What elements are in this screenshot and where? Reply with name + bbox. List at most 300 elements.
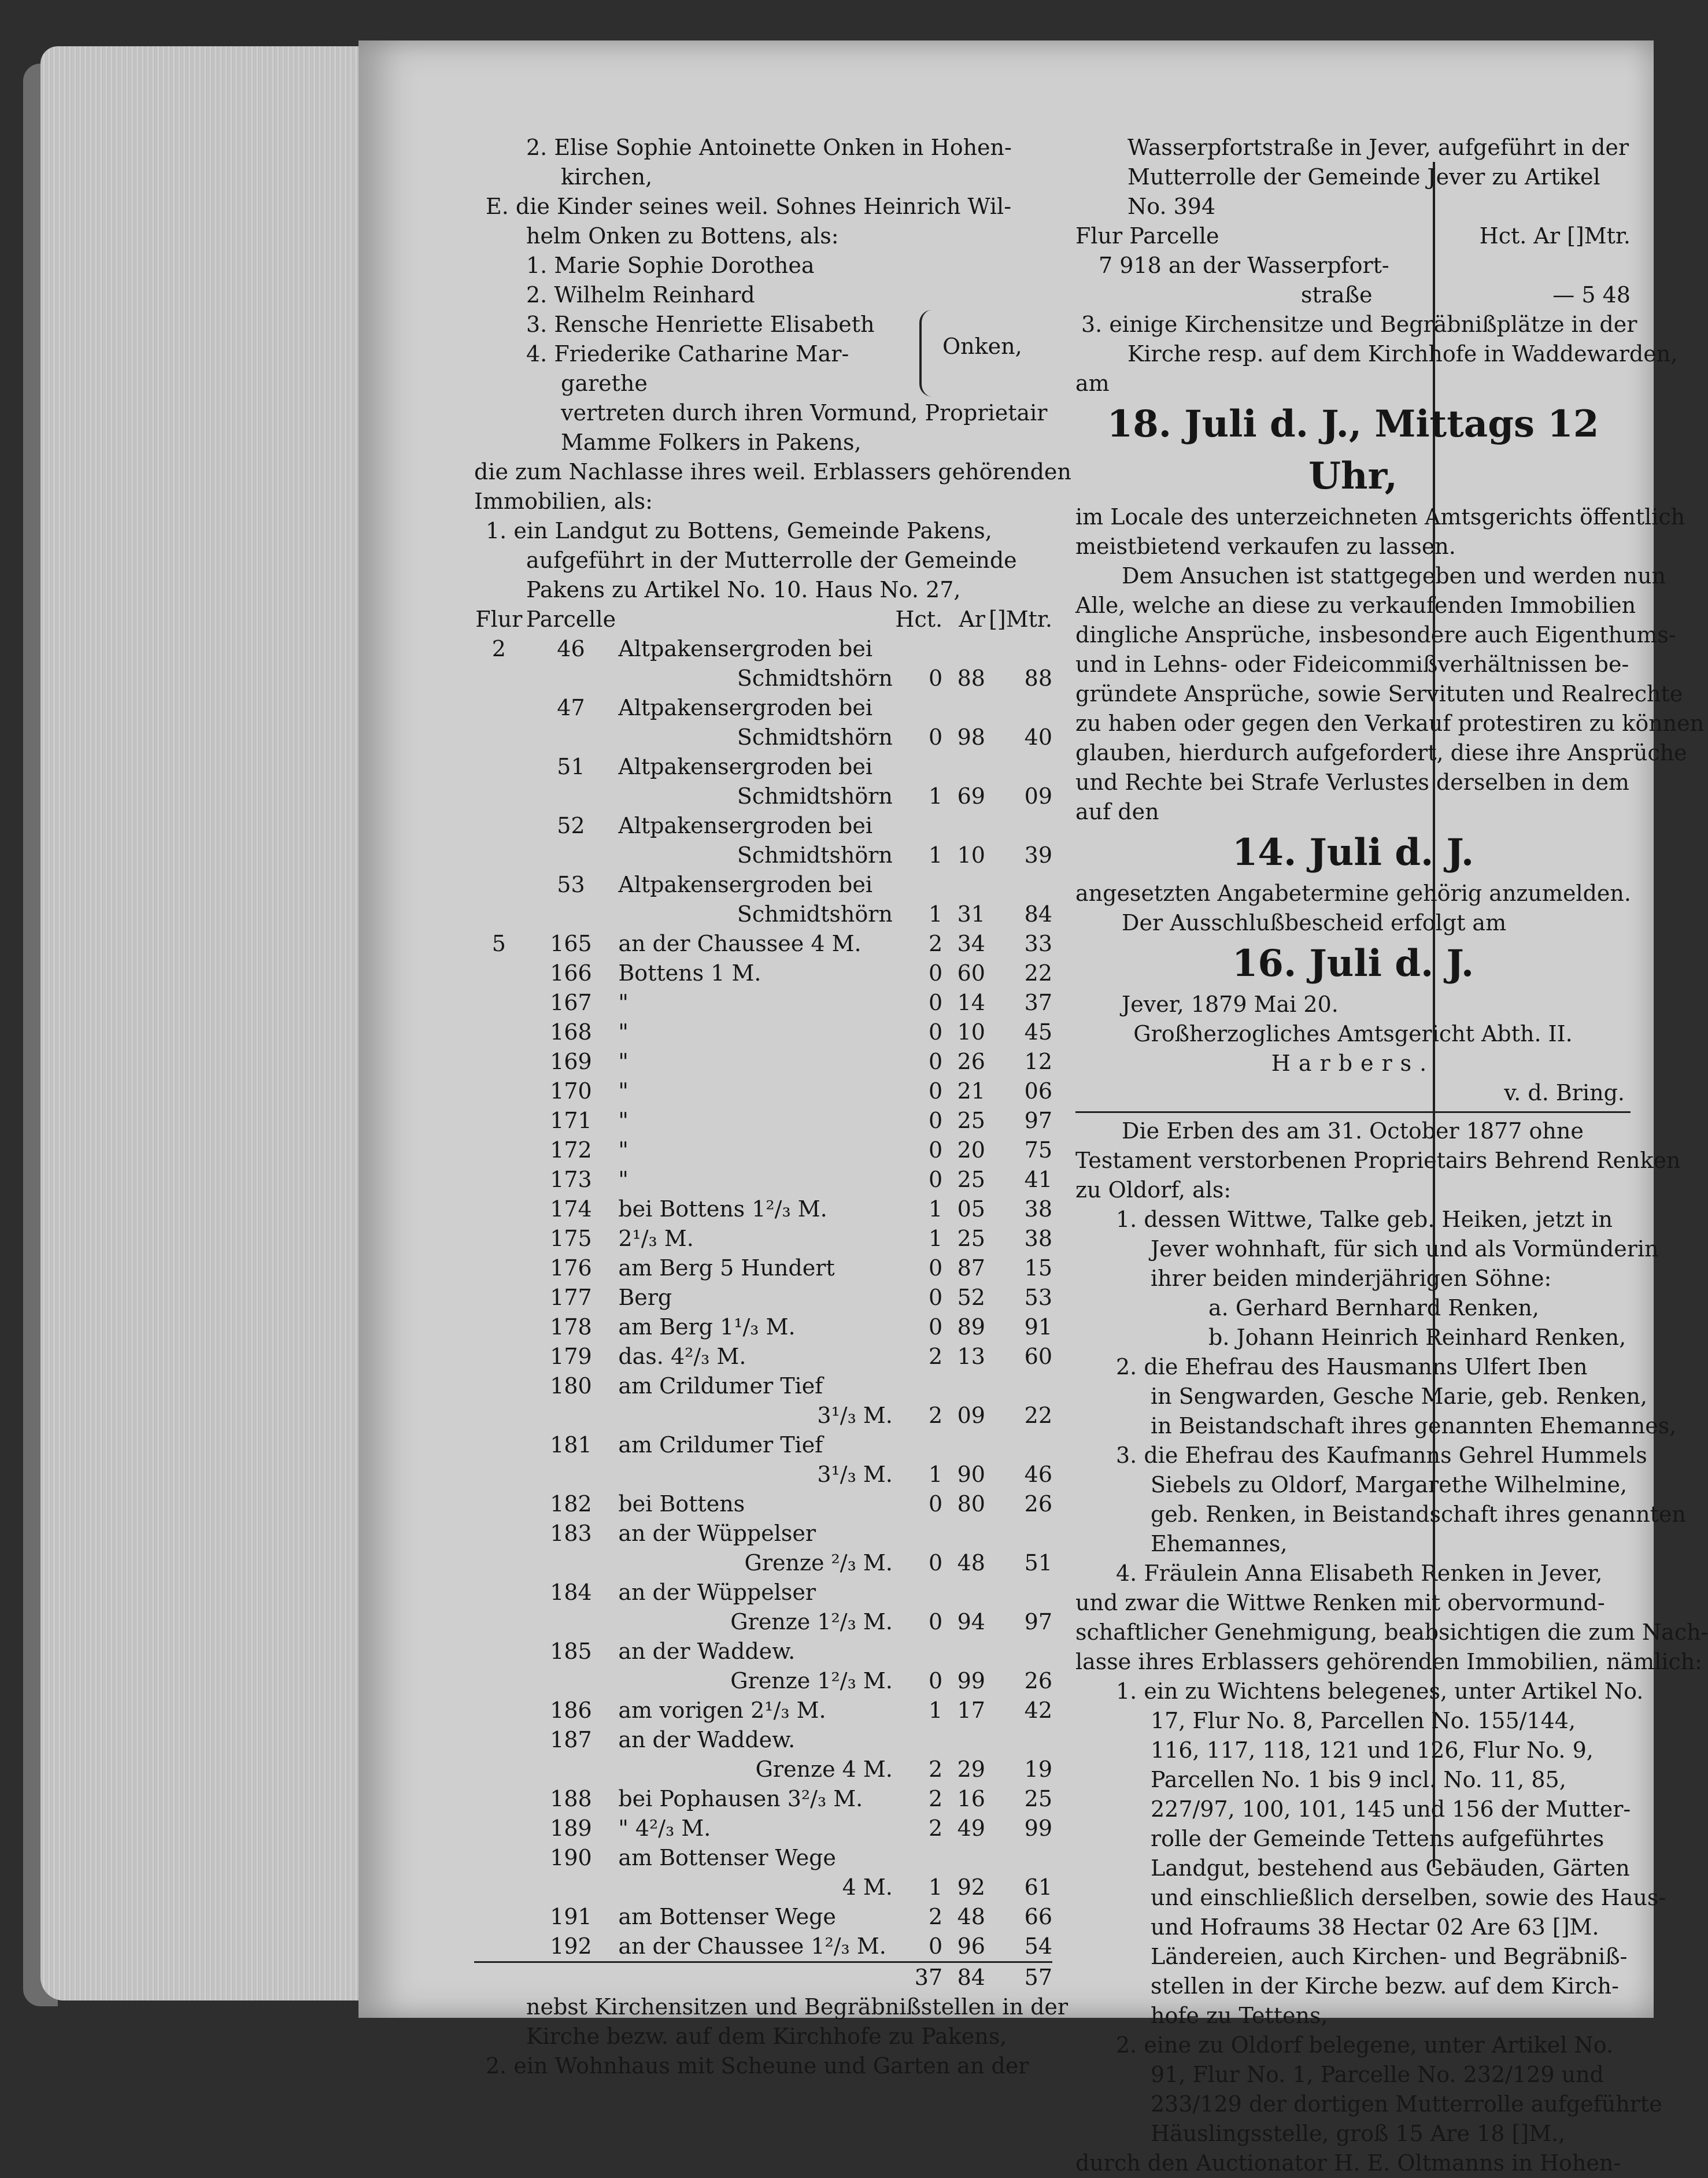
cell-flur: [474, 1902, 524, 1932]
claim-date: 14. Juli d. J.: [1232, 831, 1474, 874]
text-line: Ehemannes,: [1151, 1531, 1288, 1556]
cell-ar: 16: [957, 1786, 985, 1811]
cell-parcelle: [524, 1666, 619, 1696]
table-row: [474, 841, 1052, 870]
cell-parcelle: 189: [550, 1815, 592, 1841]
table-row: [474, 1489, 1052, 1519]
cell-qm: 61: [1024, 1874, 1052, 1900]
cell-parcelle: 192: [550, 1933, 592, 1959]
text-line: nebst Kirchensitzen und Begräbnißstellen in der: [526, 1994, 1069, 2020]
cell-flur: [474, 1696, 524, 1725]
cell-hct: 0: [928, 1078, 943, 1104]
cell-desc: 4 M.: [842, 1874, 893, 1900]
cell-ar: [942, 1371, 985, 1401]
cell-flur: [474, 1283, 524, 1312]
table-row: [474, 1283, 1052, 1312]
table-row: [474, 1932, 1052, 1962]
text-line: 1. ein zu Wichtens belegenes, unter Artikel No.: [1116, 1678, 1644, 1704]
cell-parcelle: 175: [550, 1226, 592, 1251]
cell-ar: 98: [957, 724, 985, 750]
cell-ar: 05: [957, 1196, 985, 1222]
text-line: garethe: [561, 371, 648, 396]
cell-hct: 0: [928, 1609, 943, 1635]
text-line: E. die Kinder seines weil. Sohnes Heinrich Wil-: [486, 194, 1012, 219]
text-line: zu haben oder gegen den Verkauf protestiren zu können: [1075, 711, 1705, 736]
cell-parcelle: 182: [550, 1491, 592, 1517]
cell-hct: 2: [928, 1904, 943, 1929]
cell-desc: Schmidtshörn: [737, 901, 893, 927]
cell-qm: 12: [1024, 1049, 1052, 1074]
cell-flur: [474, 723, 524, 752]
cell-ar: 20: [957, 1137, 985, 1163]
cell-qm: [985, 1578, 1052, 1607]
cell-ar: [942, 1519, 985, 1548]
cell-parcelle: 46: [557, 636, 585, 661]
text-line: vertreten durch ihren Vormund, Proprietair: [561, 400, 1048, 426]
table-row: [474, 664, 1052, 693]
cell-ar: 21: [957, 1078, 985, 1104]
cell-desc: Grenze 1²/₃ M.: [730, 1668, 893, 1693]
text-line: und einschließlich derselben, sowie des Haus-: [1151, 1885, 1666, 1910]
cell-desc: ": [618, 1167, 629, 1192]
cell-desc: 3¹/₃ M.: [817, 1403, 893, 1428]
text-line: Ländereien, auch Kirchen- und Begräbniß-: [1151, 1944, 1628, 1969]
cell-hct: 2: [928, 931, 943, 956]
cell-parcelle: 174: [550, 1196, 592, 1222]
table-row: [474, 693, 1052, 723]
text-line: 91, Flur No. 1, Parcelle No. 232/129 und: [1151, 2062, 1604, 2087]
cell-hct: 0: [928, 1108, 943, 1133]
cell-desc: Altpakensergroden bei: [618, 695, 873, 720]
text-line: Mamme Folkers in Pakens,: [561, 430, 862, 455]
cell-parcelle: 190: [550, 1845, 592, 1870]
cell-flur: [474, 664, 524, 693]
cell-parcelle: [524, 664, 619, 693]
text-line: No. 394: [1127, 194, 1216, 219]
text-line: Dem Ansuchen ist stattgegeben und werden nun: [1122, 563, 1666, 589]
table-row: [474, 1814, 1052, 1843]
cell-desc: ": [618, 1019, 629, 1045]
table-row: [474, 1843, 1052, 1873]
cell-qm: 42: [1024, 1698, 1052, 1723]
text-line: im Locale des unterzeichneten Amtsgerichts öffentlich: [1075, 504, 1685, 530]
cell-flur: [474, 1018, 524, 1047]
cell-hct: 0: [928, 1933, 943, 1959]
cell-desc: an der Waddew.: [618, 1727, 796, 1752]
cell-parcelle: 172: [550, 1137, 592, 1163]
cell-hct: [893, 634, 942, 664]
text-line: 3. Rensche Henriette Elisabeth: [526, 312, 875, 337]
cell-qm: 91: [1024, 1314, 1052, 1340]
table-row: [474, 1165, 1052, 1195]
place-date: Jever, 1879 Mai 20.: [1122, 992, 1339, 1017]
cell-desc: Grenze 4 M.: [755, 1757, 893, 1782]
cell-desc: am Bottenser Wege: [618, 1845, 836, 1870]
cell-desc: Schmidtshörn: [737, 724, 893, 750]
cell-parcelle: 52: [557, 813, 585, 838]
table-row: [474, 1784, 1052, 1814]
text-line: 4. Friederike Catharine Mar-: [526, 341, 849, 367]
cell-flur: [474, 870, 524, 900]
cell-qm: [985, 1519, 1052, 1548]
cell-qm: 46: [1024, 1462, 1052, 1487]
cell-flur: [474, 1106, 524, 1136]
cell-qm: 22: [1024, 1403, 1052, 1428]
text-line: Wasserpfortstraße in Jever, aufgeführt in der: [1127, 135, 1629, 160]
cell-hct: 0: [928, 1019, 943, 1045]
cell-parcelle: 165: [550, 931, 592, 956]
cell-ar: 88: [957, 665, 985, 691]
cell-ar: [942, 1843, 985, 1873]
cell-parcelle: [524, 1548, 619, 1578]
cell-parcelle: 179: [550, 1344, 592, 1369]
header-desc: [618, 605, 893, 634]
auction-date: 18. Juli d. J., Mittags 12 Uhr,: [1107, 402, 1599, 498]
cell-ar: 87: [957, 1255, 985, 1281]
text-line: Häuslingsstelle, groß 15 Are 18 []M.,: [1151, 2121, 1566, 2146]
cell-qm: 54: [1024, 1933, 1052, 1959]
book-page: [358, 40, 1708, 2176]
cell-parcelle: 53: [557, 872, 585, 897]
cell-desc: am Berg 5 Hundert: [618, 1255, 835, 1281]
cell-desc: 2¹/₃ M.: [618, 1226, 694, 1251]
cell-qm: 45: [1024, 1019, 1052, 1045]
cell-qm: [985, 811, 1052, 841]
text-line: geb. Renken, in Beistandschaft ihres genannten: [1151, 1502, 1686, 1527]
text-line: Siebels zu Oldorf, Margarethe Wilhelmine,: [1151, 1472, 1628, 1497]
cell-ar: [942, 1430, 985, 1460]
separator-rule: [1075, 1111, 1631, 1113]
cell-ar: 94: [957, 1609, 985, 1635]
cell-desc: am Crildumer Tief: [618, 1373, 823, 1399]
cell-flur: [474, 1814, 524, 1843]
cell-ar: 29: [957, 1757, 985, 1782]
text-line: Testament verstorbenen Proprietairs Behrend Renken: [1075, 1148, 1681, 1173]
cell-flur: [474, 900, 524, 929]
court-name: Großherzogliches Amtsgericht Abth. II.: [1133, 1021, 1573, 1047]
cell-hct: [893, 1371, 942, 1401]
cell-ar: 10: [957, 842, 985, 868]
text-line: b. Johann Heinrich Reinhard Renken,: [1208, 1325, 1626, 1350]
cell-qm: [985, 1637, 1052, 1666]
table-row: [474, 1460, 1052, 1489]
text-line: 3. einige Kirchensitze und Begräbnißplätze in der: [1081, 312, 1637, 337]
cell-qm: [985, 1843, 1052, 1873]
cell-hct: [893, 1430, 942, 1460]
table-row: [474, 1519, 1052, 1548]
cell-desc: am Crildumer Tief: [618, 1432, 823, 1458]
cell-hct: 1: [928, 1226, 943, 1251]
table-row: [474, 1195, 1052, 1224]
cell-desc: Grenze 1²/₃ M.: [730, 1609, 893, 1635]
text-line: Pakens zu Artikel No. 10. Haus No. 27,: [526, 577, 961, 602]
cell-ar: 25: [957, 1108, 985, 1133]
text-line: auf den: [1075, 799, 1159, 824]
table-row: [474, 1371, 1052, 1401]
cell-desc: ": [618, 1078, 629, 1104]
cell-flur: [474, 1401, 524, 1430]
text-line: kirchen,: [561, 164, 653, 190]
cell-qm: 66: [1024, 1904, 1052, 1929]
table-header: [474, 605, 1052, 634]
right-column: [1075, 133, 1708, 2176]
cell-desc: an der Waddew.: [618, 1639, 796, 1664]
cell-qm: 15: [1024, 1255, 1052, 1281]
text-line: 2. eine zu Oldorf belegene, unter Artikel No.: [1116, 2032, 1614, 2058]
cell-qm: 97: [1024, 1609, 1052, 1635]
table-row: [474, 900, 1052, 929]
cell-qm: [985, 1725, 1052, 1755]
cell-parcelle: 184: [550, 1580, 592, 1605]
cell-desc: an der Chaussee 1²/₃ M.: [618, 1933, 886, 1959]
cell-ar: [942, 634, 985, 664]
text-line: glauben, hierdurch aufgefordert, diese ihre Ansprüche: [1075, 740, 1687, 766]
cell-flur: [474, 1371, 524, 1401]
text-line: in Sengwarden, Gesche Marie, geb. Renken,: [1151, 1384, 1647, 1409]
cell-hct: 0: [928, 1049, 943, 1074]
cell-hct: [893, 1578, 942, 1607]
cell-flur: [474, 1195, 524, 1224]
cell-hct: 1: [928, 842, 943, 868]
cell-hct: 1: [928, 1874, 943, 1900]
table-row: [474, 634, 1052, 664]
table-row: [474, 752, 1052, 782]
cell-flur: [474, 1637, 524, 1666]
cell-qm: 33: [1024, 931, 1052, 956]
cell-qm: [985, 1371, 1052, 1401]
text-line: Die Erben des am 31. October 1877 ohne: [1122, 1118, 1584, 1144]
text-line: 2. Elise Sophie Antoinette Onken in Hohen-: [526, 135, 1012, 160]
table-row: [474, 1873, 1052, 1902]
cell-parcelle: 187: [550, 1727, 592, 1752]
header-ar: Ar: [959, 607, 985, 632]
cell-hct: [893, 693, 942, 723]
cell-parcelle: [524, 723, 619, 752]
cell-qm: 97: [1024, 1108, 1052, 1133]
table-row: [474, 870, 1052, 900]
cell-flur: [474, 959, 524, 988]
cell-qm: 26: [1024, 1668, 1052, 1693]
cell-qm: 22: [1024, 960, 1052, 986]
cell-hct: 2: [928, 1786, 943, 1811]
table-row: [474, 1253, 1052, 1283]
cell-ar: 80: [957, 1491, 985, 1517]
cell-hct: 0: [928, 1491, 943, 1517]
cell-hct: 1: [928, 1698, 943, 1723]
text-line: 116, 117, 118, 121 und 126, Flur No. 9,: [1151, 1737, 1594, 1763]
cell-parcelle: [524, 1607, 619, 1637]
text-line: schaftlicher Genehmigung, beabsichtigen die zum Nach-: [1075, 1619, 1708, 1645]
cell-ar: [942, 811, 985, 841]
cell-qm: 40: [1024, 724, 1052, 750]
header-qm: []Mtr.: [989, 607, 1052, 632]
cell-desc: Altpakensergroden bei: [618, 872, 873, 897]
cell-qm: 19: [1024, 1757, 1052, 1782]
cell-hct: 0: [928, 1668, 943, 1693]
cell-desc: Altpakensergroden bei: [618, 813, 873, 838]
cell-parcelle: 51: [557, 754, 585, 779]
text-line: a. Gerhard Bernhard Renken,: [1208, 1295, 1539, 1321]
cell-desc: bei Bottens 1²/₃ M.: [618, 1196, 827, 1222]
cell-flur: [474, 1224, 524, 1253]
cell-ar: 89: [957, 1314, 985, 1340]
cell-flur: [474, 1047, 524, 1077]
cell-flur: [474, 988, 524, 1018]
text-line: Landgut, bestehend aus Gebäuden, Gärten: [1151, 1855, 1630, 1881]
table-row: [474, 929, 1052, 959]
text-line: 1. ein Landgut zu Bottens, Gemeinde Pakens,: [486, 518, 992, 543]
cell-qm: [985, 752, 1052, 782]
cell-desc: Berg: [618, 1285, 672, 1310]
text-line: gründete Ansprüche, sowie Servituten und Realrechte: [1075, 681, 1683, 707]
cell-ar: 96: [957, 1933, 985, 1959]
cell-parcelle: 171: [550, 1108, 592, 1133]
cell-parcelle: 170: [550, 1078, 592, 1104]
cell-flur: [474, 1312, 524, 1342]
cell-ar: [942, 1637, 985, 1666]
cell-ar: [942, 1725, 985, 1755]
cell-hct: [893, 752, 942, 782]
text-line: ihrer beiden minderjährigen Söhne:: [1151, 1266, 1552, 1291]
total-ar: 84: [942, 1962, 985, 1993]
cell-qm: 26: [1024, 1491, 1052, 1517]
cell-ar: [942, 1578, 985, 1607]
cell-ar: 26: [957, 1049, 985, 1074]
table-row: [474, 1637, 1052, 1666]
cell-qm: 60: [1024, 1344, 1052, 1369]
cell-qm: 41: [1024, 1167, 1052, 1192]
cell-qm: 51: [1024, 1550, 1052, 1576]
text-line: 2. Wilhelm Reinhard: [526, 282, 755, 308]
cell-parcelle: 168: [550, 1019, 592, 1045]
cell-parcelle: [524, 900, 619, 929]
cell-desc: Altpakensergroden bei: [618, 636, 873, 661]
cell-ar: 13: [957, 1344, 985, 1369]
cell-ar: 34: [957, 931, 985, 956]
cell-flur: 2: [491, 636, 506, 661]
cell-desc: 3¹/₃ M.: [817, 1462, 893, 1487]
table-row: [474, 1755, 1052, 1784]
text-line: aufgeführt in der Mutterrolle der Gemeinde: [526, 548, 1017, 573]
cell-parcelle: 173: [550, 1167, 592, 1192]
cell-desc: ": [618, 1049, 629, 1074]
cell-desc: bei Pophausen 3²/₃ M.: [618, 1786, 863, 1811]
text-line: und Rechte bei Strafe Verlustes derselben in dem: [1075, 770, 1629, 795]
cell-desc: " 4²/₃ M.: [618, 1815, 711, 1841]
cell-qm: 38: [1024, 1196, 1052, 1222]
total-row: [474, 1962, 1052, 1993]
cell-flur: [474, 1489, 524, 1519]
cell-desc: am vorigen 2¹/₃ M.: [618, 1698, 826, 1723]
cell-desc: ": [618, 990, 629, 1015]
cell-hct: 0: [928, 990, 943, 1015]
cell-qm: [985, 634, 1052, 664]
cell-hct: 0: [928, 960, 943, 986]
table-row: [474, 1578, 1052, 1607]
text-line: Alle, welche an diese zu verkaufenden Immobilien: [1075, 593, 1636, 618]
cell-hct: [893, 1725, 942, 1755]
table-row: [474, 1902, 1052, 1932]
cell-qm: 53: [1024, 1285, 1052, 1310]
cell-ar: 25: [957, 1226, 985, 1251]
cell-hct: 1: [928, 1462, 943, 1487]
text-line: 1. Marie Sophie Dorothea: [526, 253, 815, 278]
text-line: 4. Fräulein Anna Elisabeth Renken in Jever,: [1116, 1561, 1603, 1586]
cell-hct: 0: [928, 724, 943, 750]
judge-name: Harbers.: [1271, 1051, 1435, 1076]
cell-parcelle: 181: [550, 1432, 592, 1458]
text-line: durch den Auctionator H. E. Oltmanns in Hohen-: [1075, 2150, 1621, 2176]
cell-flur: [474, 752, 524, 782]
cell-parcelle: 191: [550, 1904, 592, 1929]
parcel-table: [474, 605, 1052, 1992]
header-parcelle: Parcelle: [526, 607, 616, 632]
cell-qm: 37: [1024, 990, 1052, 1015]
parcel-line: [1075, 280, 1631, 310]
cell-ar: 48: [957, 1550, 985, 1576]
cell-hct: [893, 870, 942, 900]
text-line: und Hofraums 38 Hectar 02 Are 63 []M.: [1151, 1914, 1599, 1940]
cell-flur: [474, 1784, 524, 1814]
cell-hct: 2: [928, 1344, 943, 1369]
cell-hct: 1: [928, 901, 943, 927]
cell-qm: 75: [1024, 1137, 1052, 1163]
cell-hct: 0: [928, 1255, 943, 1281]
cell-desc: an der Chaussee 4 M.: [618, 931, 862, 956]
text-line: lasse ihres Erblassers gehörenden Immobilien, nämlich:: [1075, 1649, 1703, 1674]
cell-parcelle: 185: [550, 1639, 592, 1664]
cell-parcelle: 186: [550, 1698, 592, 1723]
cell-flur: [474, 1430, 524, 1460]
table-row: [474, 1047, 1052, 1077]
cell-ar: 48: [957, 1904, 985, 1929]
cell-ar: 52: [957, 1285, 985, 1310]
text-line: und in Lehns- oder Fideicommißverhältnissen be-: [1075, 652, 1629, 677]
header-hct: Hct.: [895, 607, 943, 632]
cell-ar: [942, 693, 985, 723]
cell-qm: 25: [1024, 1786, 1052, 1811]
text-line: helm Onken zu Bottens, als:: [526, 223, 839, 249]
cell-flur: [474, 1755, 524, 1784]
cell-ar: 99: [957, 1668, 985, 1693]
text-line: Kirche resp. auf dem Kirchhofe in Waddewarden,: [1127, 341, 1678, 367]
cell-flur: [474, 841, 524, 870]
unit-header: Hct. Ar []Mtr.: [1479, 223, 1631, 249]
cell-desc: ": [618, 1108, 629, 1133]
cell-hct: 2: [928, 1815, 943, 1841]
cell-qm: [985, 870, 1052, 900]
text-line: meistbietend verkaufen zu lassen.: [1075, 534, 1456, 559]
cell-parcelle: 188: [550, 1786, 592, 1811]
cell-flur: [474, 1578, 524, 1607]
cell-qm: 38: [1024, 1226, 1052, 1251]
cell-flur: [474, 1666, 524, 1696]
text-line: Kirche bezw. auf dem Kirchhofe zu Pakens,: [526, 2024, 1007, 2049]
table-row: [474, 811, 1052, 841]
cell-qm: 99: [1024, 1815, 1052, 1841]
cell-parcelle: 177: [550, 1285, 592, 1310]
cell-ar: 17: [957, 1698, 985, 1723]
cell-ar: [942, 752, 985, 782]
cell-flur: [474, 1873, 524, 1902]
cell-parcelle: 178: [550, 1314, 592, 1340]
cell-hct: [893, 1519, 942, 1548]
text-line: und zwar die Wittwe Renken mit obervormund-: [1075, 1590, 1605, 1615]
cell-flur: 5: [491, 931, 506, 956]
cell-flur: [474, 1253, 524, 1283]
cell-desc: ": [618, 1137, 629, 1163]
cell-desc: Schmidtshörn: [737, 783, 893, 809]
